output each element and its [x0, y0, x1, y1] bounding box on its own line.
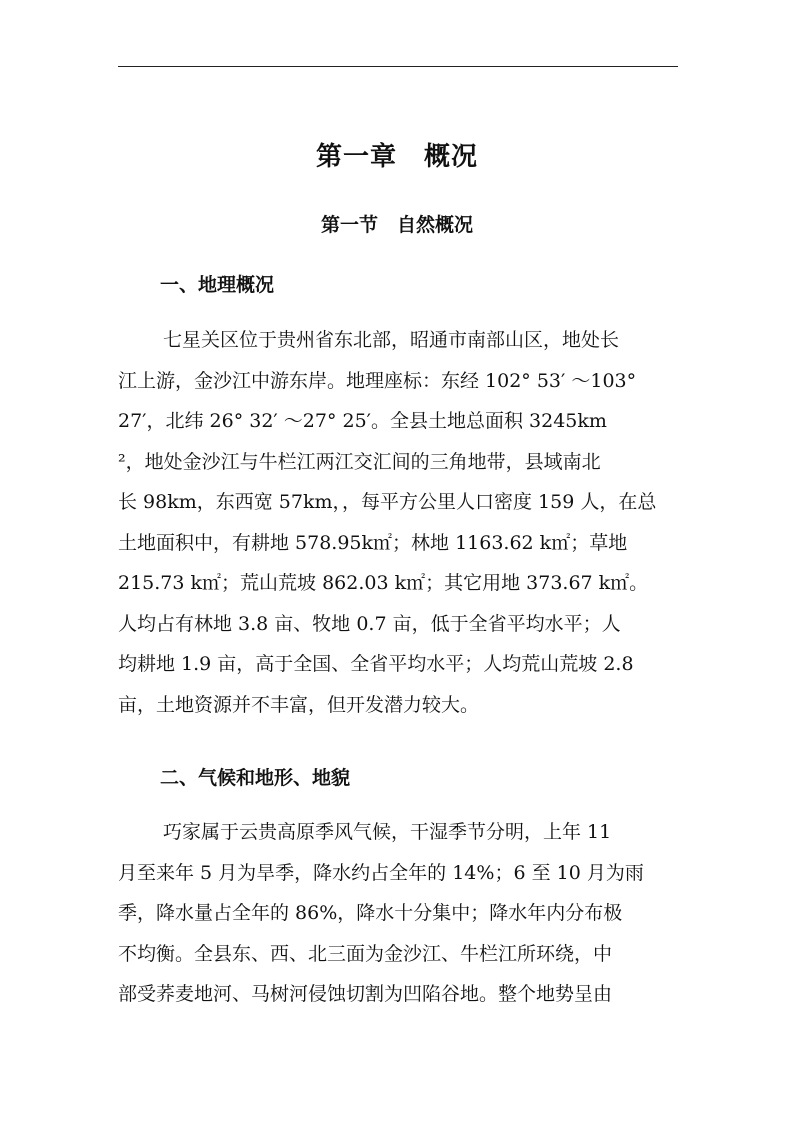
- paragraph-line: 部受荞麦地河、马树河侵蚀切割为凹陷谷地。整个地势呈由: [118, 983, 613, 1005]
- chapter-title: 第一章 概况: [315, 142, 478, 172]
- paragraph-line: 不均衡。全县东、西、北三面为金沙江、牛栏江所环绕，中: [118, 942, 613, 965]
- paragraph-line: 27′，北纬 26° 32′ ～27° 25′。全县土地总面积 3245km: [118, 410, 607, 432]
- paragraph-line: 215.73 k㎡；荒山荒坡 862.03 k㎡；其它用地 373.67 k㎡。: [118, 572, 649, 594]
- section-title: 第一节 自然概况: [320, 214, 473, 236]
- paragraph-line: 季，降水量占全年的 86%，降水十分集中；降水年内分布极: [118, 902, 623, 924]
- paragraph-line: 均耕地 1.9 亩，高于全国、全省平均水平；人均荒山荒坡 2.8: [118, 653, 634, 675]
- paragraph-line: 江上游，金沙江中游东岸。地理座标：东经 102° 53′ ～103°: [118, 369, 637, 392]
- paragraph-line: 巧家属于云贵高原季风气候，干湿季节分明，上年 11: [163, 821, 612, 843]
- paragraph-line: 亩，土地资源并不丰富，但开发潜力较大。: [118, 693, 480, 716]
- paragraph-climate: [118, 812, 644, 1015]
- paragraph-line: 七星关区位于贵州省东北部，昭通市南部山区，地处长: [163, 329, 620, 351]
- paragraph-line: 土地面积中，有耕地 578.95k㎡；林地 1163.62 k㎡；草地: [118, 531, 628, 554]
- subsection-heading-geography: 一、地理概况: [160, 274, 275, 296]
- paragraph-line: 月至来年 5 月为旱季，降水约占全年的 14%；6 至 10 月为雨: [118, 861, 644, 884]
- subsection-heading-climate: 二、气候和地形、地貌: [160, 767, 351, 789]
- header-rule: [118, 66, 678, 67]
- paragraph-line: ²，地处金沙江与牛栏江两江交汇间的三角地带，县域南北: [118, 450, 601, 473]
- paragraph-geography: [118, 320, 656, 725]
- paragraph-line: 人均占有林地 3.8 亩、牧地 0.7 亩，低于全省平均水平；人: [118, 612, 621, 635]
- paragraph-line: 长 98km，东西宽 57km，，每平方公里人口密度 159 人，在总: [118, 491, 657, 513]
